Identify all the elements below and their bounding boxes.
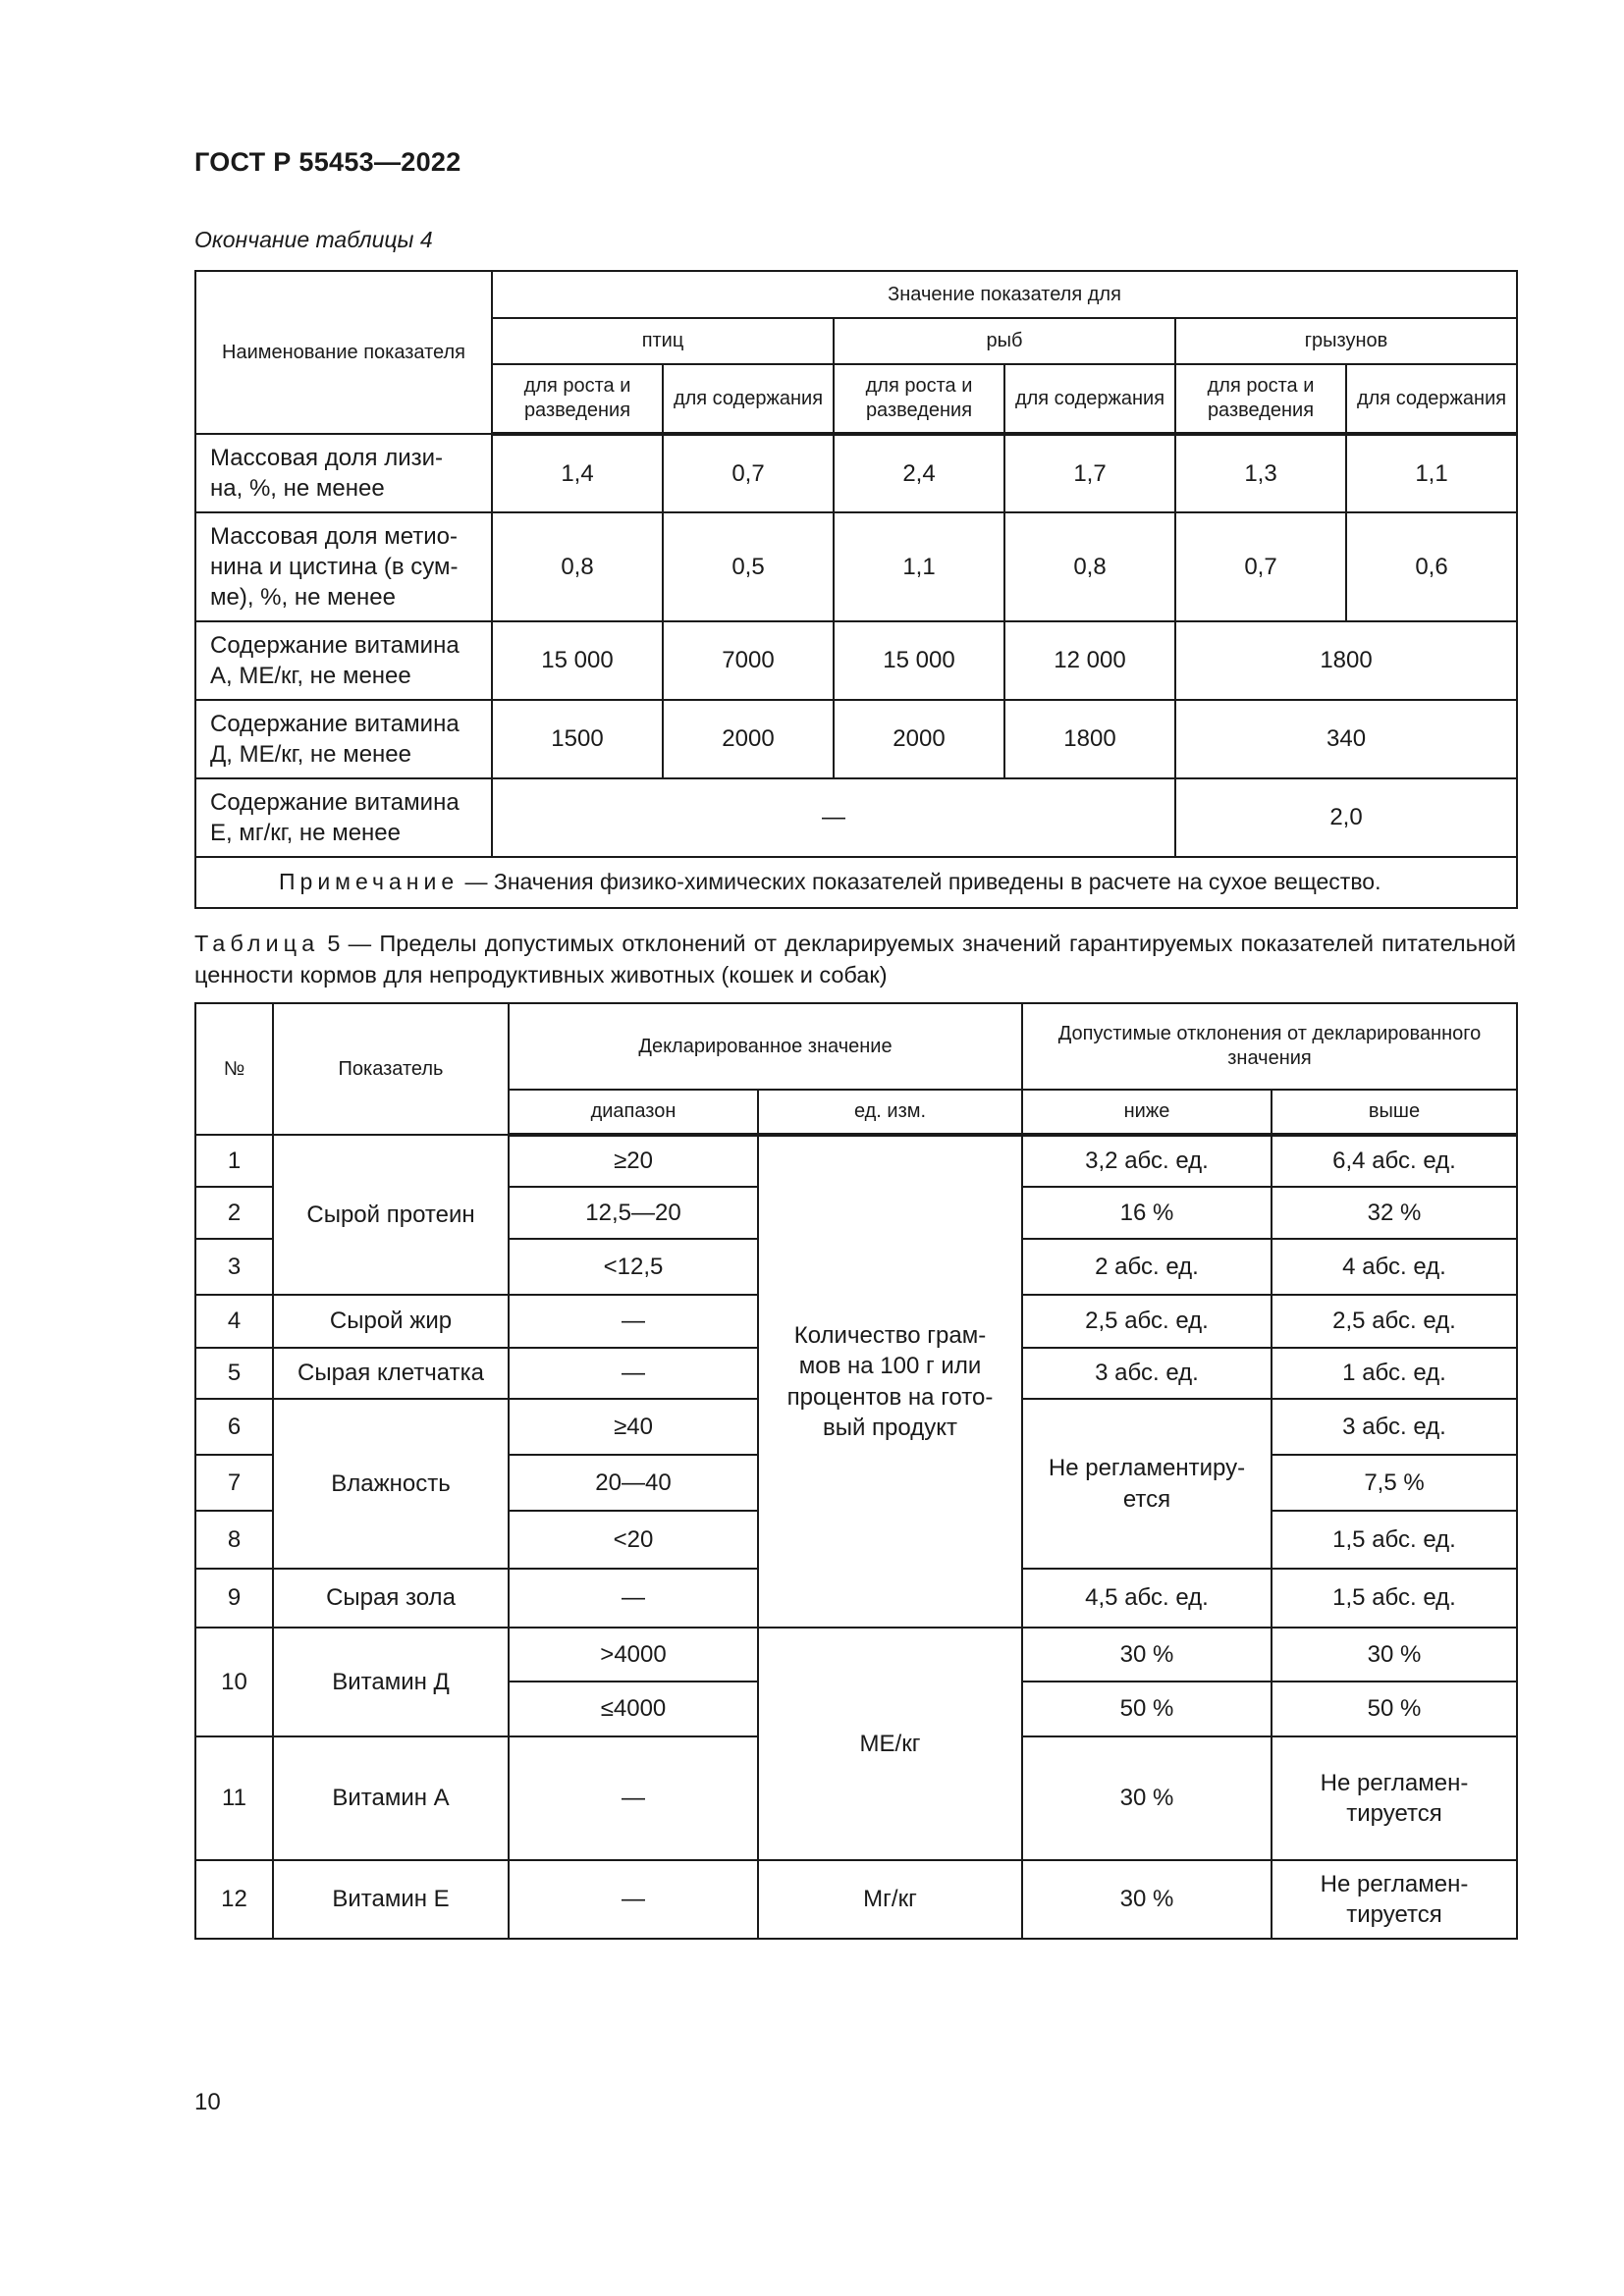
table-row — [195, 1860, 1517, 1939]
below-cell: 3 абс. ед. — [1022, 1348, 1272, 1399]
range-cell: ≥20 — [509, 1135, 758, 1187]
row-number: 4 — [195, 1295, 273, 1348]
row-number: 3 — [195, 1239, 273, 1295]
header-group-birds: птиц — [492, 318, 834, 364]
row-number: 5 — [195, 1348, 273, 1399]
indicator-cell: Влажность — [273, 1399, 509, 1569]
table-row — [195, 621, 1517, 700]
range-cell: >4000 — [509, 1628, 758, 1682]
table-cell: 2000 — [663, 700, 834, 778]
header-declared-value: Декларированное значение — [509, 1003, 1022, 1090]
table-cell: 0,5 — [663, 512, 834, 621]
unit-cell: МЕ/кг — [758, 1628, 1022, 1860]
table-cell: 1500 — [492, 700, 663, 778]
range-cell: <12,5 — [509, 1239, 758, 1295]
below-cell: 2,5 абс. ед. — [1022, 1295, 1272, 1348]
table-4 — [194, 270, 1518, 909]
below-cell: 3,2 абс. ед. — [1022, 1135, 1272, 1187]
range-cell: 20—40 — [509, 1455, 758, 1511]
below-cell: 16 % — [1022, 1187, 1272, 1239]
subheader-growth: для роста и разведения — [492, 364, 663, 434]
above-cell: Не регламен- тируется — [1272, 1736, 1517, 1860]
row-label: Содержание витамина Е, мг/кг, не менее — [195, 778, 492, 857]
header-group-fish: рыб — [834, 318, 1175, 364]
row-label: Массовая доля метио- нина и цистина (в сум- ме), %, не менее — [195, 512, 492, 621]
unit-cell: Мг/кг — [758, 1860, 1022, 1939]
range-cell: ≤4000 — [509, 1682, 758, 1736]
indicator-cell: Сырая клетчатка — [273, 1348, 509, 1399]
below-cell: 30 % — [1022, 1628, 1272, 1682]
above-cell: 1,5 абс. ед. — [1272, 1511, 1517, 1569]
table-cell: 12 000 — [1004, 621, 1175, 700]
header-indicator-name: Наименование показателя — [195, 271, 492, 434]
range-cell: — — [509, 1295, 758, 1348]
header-allowed-deviation: Допустимые отклонения от декларированного значения — [1022, 1003, 1517, 1090]
above-cell: 3 абс. ед. — [1272, 1399, 1517, 1455]
table-5-caption — [194, 929, 1516, 990]
table-cell: 1,1 — [834, 512, 1004, 621]
above-cell: Не регламен- тируется — [1272, 1860, 1517, 1939]
header-value-group: Значение показателя для — [492, 271, 1517, 318]
row-label: Содержание витамина А, МЕ/кг, не менее — [195, 621, 492, 700]
subheader-maintenance: для содержания — [1004, 364, 1175, 434]
row-number: 7 — [195, 1455, 273, 1511]
table-row — [195, 1135, 1517, 1187]
indicator-cell: Витамин А — [273, 1736, 509, 1860]
subheader-growth: для роста и разведения — [1175, 364, 1346, 434]
unit-cell: Количество грам- мов на 100 г или процентов на гото- вый продукт — [758, 1135, 1022, 1628]
table-row — [195, 512, 1517, 621]
subheader-below: ниже — [1022, 1090, 1272, 1135]
above-cell: 50 % — [1272, 1682, 1517, 1736]
above-cell: 32 % — [1272, 1187, 1517, 1239]
row-label: Содержание витамина Д, МЕ/кг, не менее — [195, 700, 492, 778]
table-cell: 0,7 — [1175, 512, 1346, 621]
table-cell: 340 — [1175, 700, 1517, 778]
indicator-cell: Сырой жир — [273, 1295, 509, 1348]
table-5 — [194, 1002, 1518, 1940]
range-cell: — — [509, 1736, 758, 1860]
range-cell: — — [509, 1348, 758, 1399]
table-cell: 1800 — [1175, 621, 1517, 700]
table-cell: 2,0 — [1175, 778, 1517, 857]
table-cell: 15 000 — [492, 621, 663, 700]
table-row — [195, 434, 1517, 512]
above-cell: 7,5 % — [1272, 1455, 1517, 1511]
row-number: 8 — [195, 1511, 273, 1569]
table-5-label: Таблица — [194, 931, 320, 956]
row-number: 10 — [195, 1628, 273, 1736]
subheader-above: выше — [1272, 1090, 1517, 1135]
table-cell: 1,1 — [1346, 434, 1517, 512]
table-cell: 1,4 — [492, 434, 663, 512]
below-cell: 4,5 абс. ед. — [1022, 1569, 1272, 1628]
row-number: 6 — [195, 1399, 273, 1455]
range-cell: 12,5—20 — [509, 1187, 758, 1239]
subheader-unit: ед. изм. — [758, 1090, 1022, 1135]
note-label: Примечание — [279, 869, 460, 895]
table-cell: 0,6 — [1346, 512, 1517, 621]
table-cell: 1,7 — [1004, 434, 1175, 512]
above-cell: 1,5 абс. ед. — [1272, 1569, 1517, 1628]
table-continuation-caption: Окончание таблицы 4 — [194, 227, 433, 252]
row-label: Массовая доля лизи- на, %, не менее — [195, 434, 492, 512]
indicator-cell: Сырой протеин — [273, 1135, 509, 1295]
header-indicator: Показатель — [273, 1003, 509, 1135]
below-cell: Не регламентиру- ется — [1022, 1399, 1272, 1569]
row-number: 11 — [195, 1736, 273, 1860]
table-cell: — — [492, 778, 1175, 857]
above-cell: 1 абс. ед. — [1272, 1348, 1517, 1399]
row-number: 9 — [195, 1569, 273, 1628]
range-cell: ≥40 — [509, 1399, 758, 1455]
subheader-maintenance: для содержания — [663, 364, 834, 434]
note-text: — Значения физико-химических показателей приведены в расчете на сухое вещество. — [459, 869, 1381, 895]
table-cell: 0,7 — [663, 434, 834, 512]
above-cell: 30 % — [1272, 1628, 1517, 1682]
table-row — [195, 778, 1517, 857]
table-cell: 7000 — [663, 621, 834, 700]
below-cell: 50 % — [1022, 1682, 1272, 1736]
below-cell: 30 % — [1022, 1736, 1272, 1860]
table-5-title-text: 5 — Пределы допустимых отклонений от декларируемых значений гарантируемых показателей питательной ценности кормов для непродуктивных животных (кошек и собак) — [194, 931, 1516, 988]
indicator-cell: Витамин Е — [273, 1860, 509, 1939]
table-cell: 1800 — [1004, 700, 1175, 778]
range-cell: — — [509, 1569, 758, 1628]
row-number: 2 — [195, 1187, 273, 1239]
subheader-growth: для роста и разведения — [834, 364, 1004, 434]
table-cell: 0,8 — [1004, 512, 1175, 621]
above-cell: 4 абс. ед. — [1272, 1239, 1517, 1295]
subheader-range: диапазон — [509, 1090, 758, 1135]
table-cell: 0,8 — [492, 512, 663, 621]
row-number: 12 — [195, 1860, 273, 1939]
subheader-maintenance: для содержания — [1346, 364, 1517, 434]
range-cell: <20 — [509, 1511, 758, 1569]
table-row — [195, 700, 1517, 778]
indicator-cell: Сырая зола — [273, 1569, 509, 1628]
above-cell: 2,5 абс. ед. — [1272, 1295, 1517, 1348]
table-row — [195, 1628, 1517, 1682]
row-number: 1 — [195, 1135, 273, 1187]
document-code: ГОСТ Р 55453—2022 — [194, 147, 461, 177]
below-cell: 2 абс. ед. — [1022, 1239, 1272, 1295]
above-cell: 6,4 абс. ед. — [1272, 1135, 1517, 1187]
indicator-cell: Витамин Д — [273, 1628, 509, 1736]
range-cell: — — [509, 1860, 758, 1939]
table-note — [195, 857, 1517, 908]
table-cell: 1,3 — [1175, 434, 1346, 512]
table-cell: 15 000 — [834, 621, 1004, 700]
table-note-row — [195, 857, 1517, 908]
page-number: 10 — [194, 2089, 221, 2115]
header-number: № — [195, 1003, 273, 1135]
below-cell: 30 % — [1022, 1860, 1272, 1939]
table-cell: 2000 — [834, 700, 1004, 778]
header-group-rodents: грызунов — [1175, 318, 1517, 364]
table-cell: 2,4 — [834, 434, 1004, 512]
